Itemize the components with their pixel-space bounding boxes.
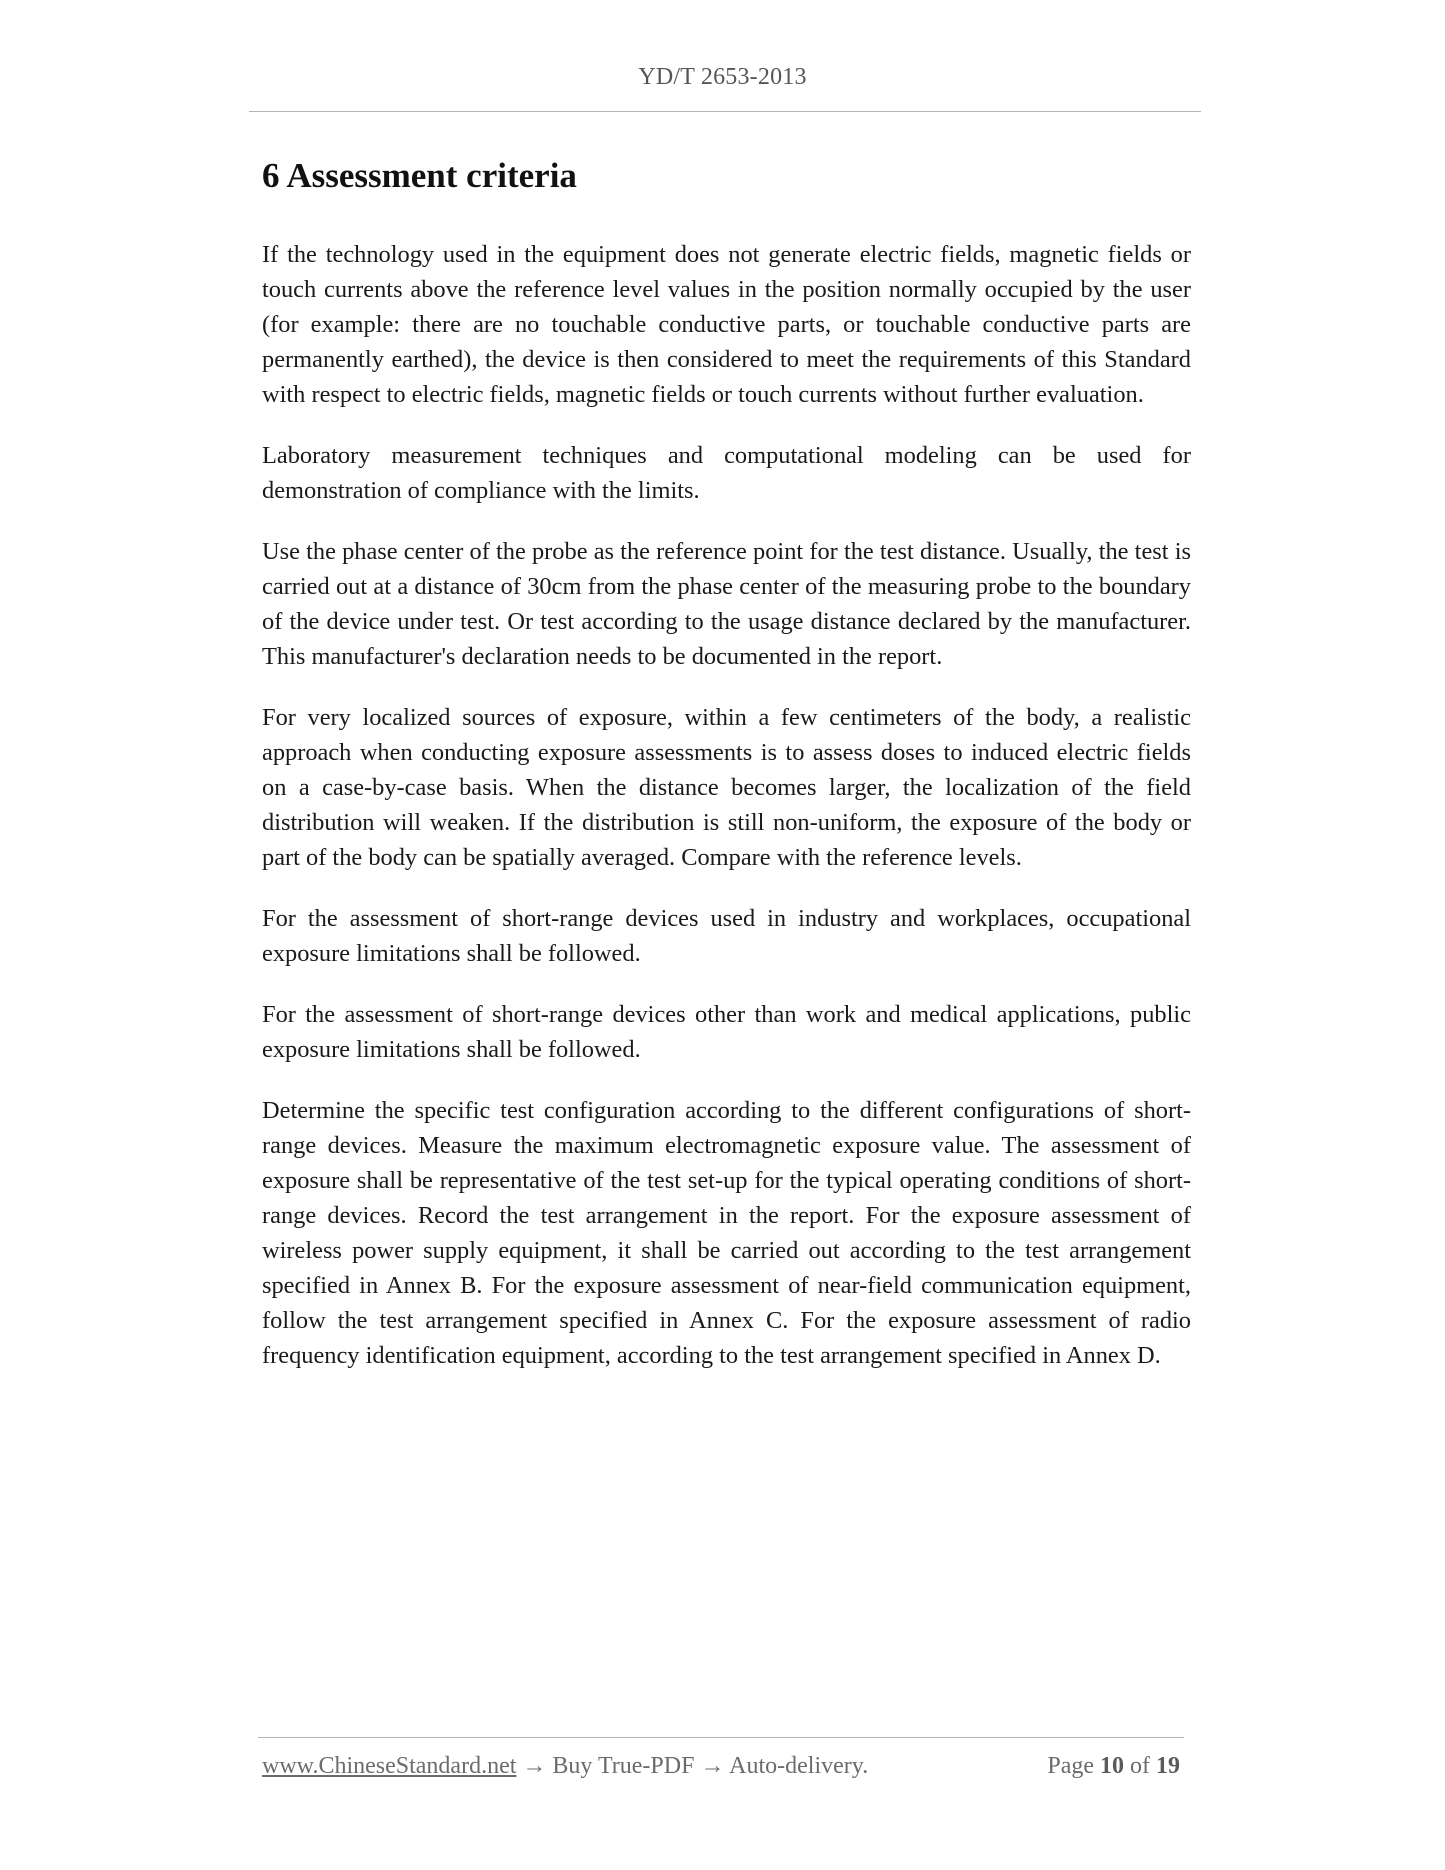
current-page-number: 10 <box>1100 1753 1124 1779</box>
paragraph-1: If the technology used in the equipment does not generate electric fields, magnetic fields or touch currents above the reference level values in the position normally occupied by the user (for example: there are no touchable conductive parts, or touchable conductive parts are permanently earthed), the device is then considered to meet the requirements of this Standard with respect to electric fields, magnetic fields or touch currents without further evaluation. <box>262 241 1191 408</box>
paragraph-7: Determine the specific test configuration according to the different configurations of short-range devices. Measure the maximum electromagnetic exposure value. The assessment of exposure shall be representative of the test set-up for the typical operating conditions of short-range devices. Record the test arrangement in the report. For the exposure assessment of wireless power supply equipment, it shall be carried out according to the test arrangement specified in Annex B. For the exposure assessment of near-field communication equipment, follow the test arrangement specified in Annex C. For the exposure assessment of radio frequency identification equipment, according to the test arrangement specified in Annex D. <box>262 1097 1191 1369</box>
section-heading: 6 Assessment criteria <box>262 156 577 195</box>
paragraph-4: For very localized sources of exposure, within a few centimeters of the body, a realistic approach when conducting exposure assessments is to assess doses to induced electric fields on a case-by-case basis. When the distance becomes larger, the localization of the field distribution will weaken. If the distribution is still non-uniform, the exposure of the body or part of the body can be spatially averaged. Compare with the reference levels. <box>262 704 1191 871</box>
paragraph-2: Laboratory measurement techniques and computational modeling can be used for demonstration of compliance with the limits. <box>262 442 1191 504</box>
page-footer <box>262 1753 1184 1789</box>
paragraph-5: For the assessment of short-range devices used in industry and workplaces, occupational exposure limitations shall be followed. <box>262 905 1191 967</box>
header-divider <box>249 111 1201 112</box>
website-link[interactable]: www.ChineseStandard.net <box>262 1753 517 1779</box>
page-content <box>262 152 1191 1399</box>
footer-promo <box>262 1753 868 1780</box>
total-pages-number: 19 <box>1156 1753 1180 1779</box>
footer-divider <box>258 1737 1184 1738</box>
paragraph-6: For the assessment of short-range devices other than work and medical applications, public exposure limitations shall be followed. <box>262 1001 1191 1063</box>
document-code-header: YD/T 2653-2013 <box>638 64 807 90</box>
page-label: Page <box>1047 1753 1094 1779</box>
paragraph-3: Use the phase center of the probe as the reference point for the test distance. Usually, the test is carried out at a distance of 30cm from the phase center of the measuring probe to the boundary of the device under test. Or test according to the usage distance declared by the manufacturer. This manufacturer's declaration needs to be documented in the report. <box>262 538 1191 670</box>
page-indicator <box>1047 1753 1180 1780</box>
auto-delivery-text: Auto-delivery. <box>729 1753 869 1779</box>
arrow-icon: → <box>700 1753 725 1779</box>
arrow-icon: → <box>522 1753 547 1779</box>
of-label: of <box>1130 1753 1150 1779</box>
buy-true-pdf-text: Buy True-PDF <box>552 1753 695 1779</box>
